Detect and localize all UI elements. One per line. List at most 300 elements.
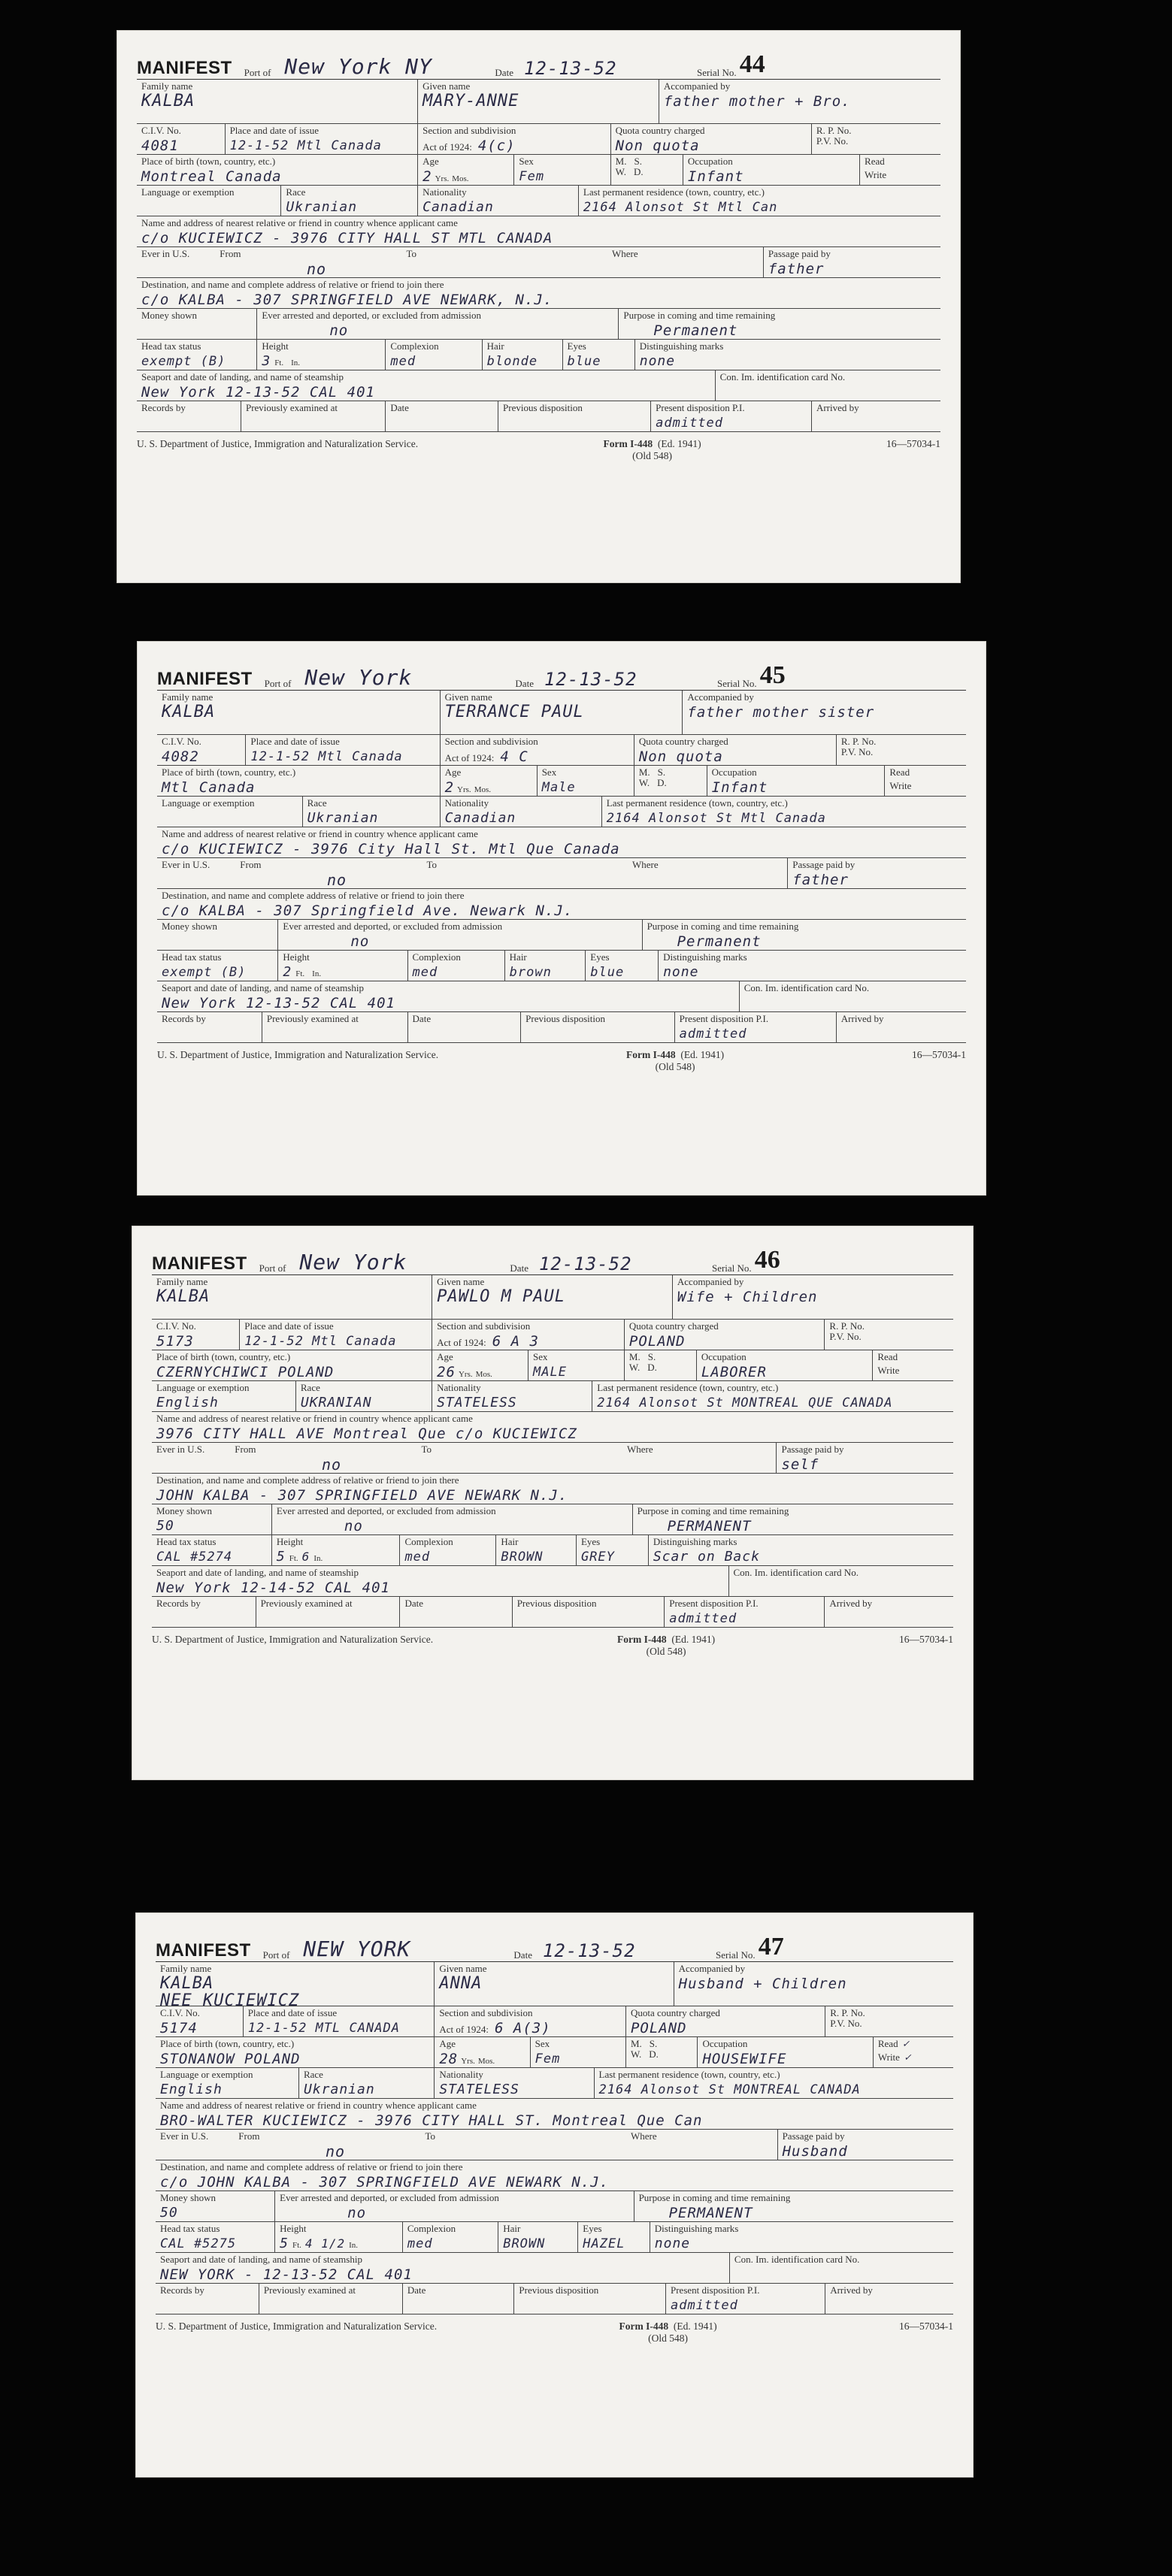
sex-value: Fem <box>535 2051 561 2067</box>
port-value: New York NY <box>284 54 432 79</box>
seaport-row <box>156 2253 953 2284</box>
date-value: 12-13-52 <box>523 58 617 79</box>
mos-label: Mos. <box>475 1370 492 1379</box>
con-im-label: Con. Im. identification card No. <box>733 1567 859 1578</box>
complexion-label: Complexion <box>407 2223 456 2234</box>
birth-value: CZERNYCHIWCI POLAND <box>156 1364 335 1380</box>
ever-in-us-labels <box>162 860 783 870</box>
family-name-label: Family name <box>141 80 193 92</box>
relative-row <box>152 1412 953 1443</box>
passage-value: self <box>781 1456 819 1473</box>
complexion-label: Complexion <box>412 951 461 963</box>
civ-label: C.I.V. No. <box>141 125 181 136</box>
relative-row <box>137 216 940 247</box>
present-disposition-label: Present disposition P.I. <box>669 1598 759 1609</box>
civ-row <box>157 735 966 766</box>
passage-label: Passage paid by <box>768 248 831 259</box>
destination-label: Destination, and name and complete address of relative or friend to join there <box>160 2161 463 2172</box>
relative-row <box>156 2099 953 2130</box>
prev-date-label: Date <box>404 1598 423 1609</box>
eyes-label: Eyes <box>580 1536 601 1547</box>
physical-row <box>137 340 940 370</box>
ever-in-us-value: no <box>327 871 347 888</box>
marks-label: Distinguishing marks <box>639 340 724 352</box>
ever-in-us-labels <box>156 1444 771 1455</box>
nationality-value: Canadian <box>422 199 494 215</box>
family-name-value: KALBA <box>162 703 216 721</box>
arrived-by-label: Arrived by <box>816 402 859 413</box>
serial-label: Serial No. <box>716 678 757 689</box>
physical-row <box>156 2222 953 2253</box>
relative-label: Name and address of nearest relative or friend in country whence applicant came <box>160 2100 477 2111</box>
section-value: 6 A(3) <box>495 2020 551 2036</box>
footer-edition: (Ed. 1941) <box>673 2321 717 2332</box>
language-label: Language or exemption <box>160 2069 253 2080</box>
accompanied-label: Accompanied by <box>663 80 731 92</box>
where-label: Where <box>632 859 659 870</box>
w-label: W. <box>615 166 626 177</box>
s-label: S. <box>657 766 666 778</box>
money-row <box>157 920 966 951</box>
ft-label: Ft. <box>289 1554 298 1563</box>
given-name-value: TERRANCE PAUL <box>444 703 584 721</box>
w-d-label <box>639 778 702 788</box>
height-label: Height <box>276 1536 304 1547</box>
from-label: From <box>238 2130 260 2142</box>
in-label: In. <box>312 969 322 978</box>
yrs-label: Yrs. <box>457 785 471 794</box>
section-label: Section and subdivision <box>444 736 538 747</box>
name-row <box>137 80 940 124</box>
given-name-value: PAWLO M PAUL <box>437 1287 566 1306</box>
complexion-value: med <box>412 965 438 980</box>
hair-label: Hair <box>486 340 504 352</box>
port-value: New York <box>304 665 413 690</box>
purpose-label: Purpose in coming and time remaining <box>623 310 776 321</box>
money-label: Money shown <box>141 310 198 321</box>
seaport-row <box>152 1566 953 1597</box>
ever-in-us-label: Ever in U.S. <box>160 2130 209 2142</box>
date-label: Date <box>495 67 513 78</box>
marks-value: Scar on Back <box>653 1549 760 1565</box>
ft-label: Ft. <box>292 2241 301 2250</box>
date-label: Date <box>513 1949 532 1961</box>
prev-disposition-label: Previous disposition <box>525 1013 605 1024</box>
relative-value: c/o KUCIEWICZ - 3976 CITY HALL ST MTL CANADA <box>141 230 553 246</box>
age-label: Age <box>444 766 462 778</box>
write-value: ✓ <box>904 2051 912 2064</box>
issue-value: 12-1-52 MTL CANADA <box>247 2021 400 2036</box>
hair-value: brown <box>509 965 552 980</box>
manifest-card-45 <box>137 641 986 1196</box>
complexion-value: med <box>404 1550 431 1565</box>
accompanied-value: Husband + Children <box>678 1976 847 1992</box>
language-value: English <box>160 2082 223 2097</box>
race-value: Ukranian <box>286 199 358 215</box>
passage-label: Passage paid by <box>781 1444 844 1455</box>
purpose-value: Permanent <box>677 933 762 950</box>
footer-edition: (Ed. 1941) <box>657 438 701 449</box>
w-d-label <box>629 1362 692 1373</box>
occupation-label: Occupation <box>687 156 733 167</box>
quota-label: Quota country charged <box>615 125 705 136</box>
card-footer <box>137 432 940 462</box>
ever-in-us-value: no <box>322 1456 342 1473</box>
footer-form <box>604 438 701 450</box>
pv-label: P.V. No. <box>840 746 874 757</box>
money-label: Money shown <box>156 1505 213 1516</box>
marks-label: Distinguishing marks <box>654 2223 739 2234</box>
prev-disposition-label: Previous disposition <box>519 2284 599 2296</box>
rp-label: R. P. No. <box>840 736 877 747</box>
civ-row <box>137 124 940 155</box>
records-row <box>137 401 940 432</box>
family-name-label: Family name <box>156 1276 208 1287</box>
seaport-value: New York 12-13-52 CAL 401 <box>141 384 375 401</box>
passage-value: Husband <box>782 2143 848 2160</box>
marks-value: none <box>639 353 676 369</box>
w-label: W. <box>638 777 650 788</box>
race-label: Race <box>303 2069 323 2080</box>
relative-label: Name and address of nearest relative or friend in country whence applicant came <box>141 217 458 228</box>
con-im-label: Con. Im. identification card No. <box>719 371 846 382</box>
civ-label: C.I.V. No. <box>156 1320 196 1332</box>
present-disposition-label: Present disposition P.I. <box>679 1013 769 1024</box>
civ-value: 5173 <box>156 1333 194 1350</box>
prev-examined-label: Previously examined at <box>263 2284 356 2296</box>
date-value: 12-13-52 <box>542 1940 636 1961</box>
s-label: S. <box>647 1351 656 1362</box>
ever-in-us-label: Ever in U.S. <box>156 1444 205 1455</box>
age-label: Age <box>422 156 439 167</box>
records-row <box>157 1012 966 1043</box>
family-name-value: KALBA <box>160 1974 214 1993</box>
race-label: Race <box>307 797 327 809</box>
card-body <box>152 1241 953 1769</box>
head-tax-label: Head tax status <box>160 2223 220 2234</box>
port-label: Port of <box>264 678 292 689</box>
marks-label: Distinguishing marks <box>653 1536 737 1547</box>
birth-value: Montreal Canada <box>141 168 282 185</box>
given-name-label: Given name <box>437 1276 485 1287</box>
quota-value: POLAND <box>628 1333 686 1350</box>
footer-form <box>619 2321 717 2333</box>
money-value: 50 <box>156 1518 174 1534</box>
height-ft-value: 2 <box>283 964 292 980</box>
hair-label: Hair <box>501 1536 519 1547</box>
arrived-by-label: Arrived by <box>830 2284 873 2296</box>
prev-examined-label: Previously examined at <box>260 1598 353 1609</box>
yrs-label: Yrs. <box>435 174 450 183</box>
records-row <box>152 1597 953 1628</box>
section-label: Section and subdivision <box>439 2007 533 2018</box>
footer-dept: U. S. Department of Justice, Immigration and Naturalization Service. <box>152 1634 434 1645</box>
occupation-value: LABORER <box>701 1364 767 1380</box>
purpose-value: Permanent <box>653 322 738 339</box>
prev-date-label: Date <box>412 1013 432 1024</box>
footer-form-number: Form I-448 <box>626 1049 676 1060</box>
hair-label: Hair <box>509 951 527 963</box>
complexion-label: Complexion <box>404 1536 453 1547</box>
marks-value: none <box>663 964 699 980</box>
write-text: Write <box>889 780 912 791</box>
pv-label: P.V. No. <box>829 1331 862 1342</box>
accompanied-value: Wife + Children <box>677 1289 818 1305</box>
head-tax-value: CAL #5274 <box>156 1550 233 1565</box>
footer-form-number: Form I-448 <box>617 1634 667 1645</box>
seaport-label: Seaport and date of landing, and name of steamship <box>160 2254 362 2265</box>
sex-label: Sex <box>541 766 557 778</box>
complexion-value: med <box>390 354 416 369</box>
con-im-label: Con. Im. identification card No. <box>734 2254 860 2265</box>
birth-label: Place of birth (town, country, etc.) <box>141 156 276 167</box>
birth-row <box>157 766 966 797</box>
money-row <box>152 1504 953 1535</box>
purpose-label: Purpose in coming and time remaining <box>637 1505 789 1516</box>
residence-value: 2164 Alonsot St Mtl Canada <box>606 811 826 826</box>
act-label: Act of 1924: <box>437 1337 486 1348</box>
footer-old: (Old 548) <box>646 1646 686 1657</box>
residence-label: Last permanent residence (town, country, etc.) <box>598 2069 780 2080</box>
manifest-card-46 <box>132 1226 974 1780</box>
destination-row <box>157 889 966 920</box>
residence-label: Last permanent residence (town, country, etc.) <box>606 797 788 809</box>
given-name-value: MARY-ANNE <box>422 92 519 110</box>
seaport-label: Seaport and date of landing, and name of steamship <box>162 982 364 993</box>
quota-value: POLAND <box>630 2020 687 2036</box>
date-label: Date <box>510 1262 528 1274</box>
footer-code: 16—57034-1 <box>911 1049 966 1060</box>
eyes-value: HAZEL <box>583 2236 625 2251</box>
occupation-value: Infant <box>687 168 744 185</box>
purpose-value: PERMANENT <box>668 2205 753 2221</box>
m-s-label <box>631 2039 692 2049</box>
residence-value: 2164 Alonsot St MONTREAL CANADA <box>598 2082 861 2097</box>
family-name-label: Family name <box>160 1963 212 1974</box>
footer-form-number: Form I-448 <box>619 2321 669 2332</box>
rp-label: R. P. No. <box>829 1320 865 1332</box>
destination-value: c/o KALBA - 307 SPRINGFIELD AVE NEWARK, N.J. <box>141 292 553 308</box>
purpose-value: PERMANENT <box>667 1518 752 1534</box>
hair-value: blonde <box>486 354 538 369</box>
nationality-label: Nationality <box>439 2069 483 2080</box>
civ-row <box>152 1320 953 1350</box>
port-label: Port of <box>259 1262 286 1274</box>
read-label <box>865 156 936 167</box>
seaport-value: New York 12-13-52 CAL 401 <box>162 995 395 1011</box>
language-label: Language or exemption <box>141 186 235 198</box>
language-row <box>137 186 940 216</box>
passage-label: Passage paid by <box>782 2130 845 2142</box>
write-label <box>865 170 936 180</box>
read-text: Read <box>877 1351 898 1362</box>
arrested-label: Ever arrested and deported, or excluded from admission <box>280 2192 499 2203</box>
race-label: Race <box>300 1382 320 1393</box>
head-tax-label: Head tax status <box>141 340 201 352</box>
occupation-label: Occupation <box>702 2038 748 2049</box>
m-label: M. <box>630 2038 642 2049</box>
seaport-row <box>137 370 940 401</box>
ever-in-us-row <box>156 2130 953 2160</box>
height-label: Height <box>280 2223 307 2234</box>
d-label: D. <box>657 777 667 788</box>
birth-row <box>156 2037 953 2068</box>
serial-number: 45 <box>759 661 786 689</box>
serial-label: Serial No. <box>715 1949 756 1961</box>
nationality-label: Nationality <box>444 797 489 809</box>
card-header <box>157 657 966 691</box>
quota-label: Quota country charged <box>628 1320 719 1332</box>
language-row <box>157 797 966 827</box>
present-disposition-value: admitted <box>671 2298 738 2313</box>
issue-value: 12-1-52 Mtl Canada <box>244 1334 397 1349</box>
money-label: Money shown <box>162 921 218 932</box>
issue-label: Place and date of issue <box>247 2007 338 2018</box>
m-s-label <box>616 156 678 167</box>
w-d-label <box>616 167 678 177</box>
yrs-label: Yrs. <box>461 2057 475 2066</box>
given-name-value: ANNA <box>439 1974 483 1993</box>
occupation-label: Occupation <box>711 766 757 778</box>
card-header <box>156 1928 953 1962</box>
destination-value: c/o JOHN KALBA - 307 SPRINGFIELD AVE NEWARK N.J. <box>160 2174 610 2191</box>
height-in-value: 6 <box>301 1550 310 1564</box>
eyes-label: Eyes <box>567 340 586 352</box>
birth-label: Place of birth (town, country, etc.) <box>162 766 296 778</box>
age-label: Age <box>439 2038 456 2049</box>
destination-value: c/o KALBA - 307 Springfield Ave. Newark N.J. <box>162 903 574 919</box>
m-label: M. <box>615 156 627 167</box>
physical-row <box>157 951 966 981</box>
footer-edition: (Ed. 1941) <box>680 1049 725 1060</box>
records-label: Records by <box>160 2284 204 2296</box>
manifest-title: MANIFEST <box>137 58 232 78</box>
footer-code: 16—57034-1 <box>898 1634 953 1645</box>
where-label: Where <box>631 2130 657 2142</box>
mos-label: Mos. <box>452 174 469 183</box>
money-row <box>137 309 940 340</box>
pv-label: P.V. No. <box>816 135 849 147</box>
height-label: Height <box>283 951 310 963</box>
sex-label: Sex <box>519 156 534 167</box>
ever-in-us-label: Ever in U.S. <box>162 859 210 870</box>
language-row <box>152 1381 953 1412</box>
seaport-label: Seaport and date of landing, and name of steamship <box>156 1567 359 1578</box>
read-text: Read <box>877 2038 898 2049</box>
s-label: S. <box>649 2038 658 2049</box>
manifest-title: MANIFEST <box>157 669 253 689</box>
con-im-label: Con. Im. identification card No. <box>743 982 870 993</box>
eyes-label: Eyes <box>583 2223 602 2234</box>
nationality-label: Nationality <box>422 186 467 198</box>
relative-value: c/o KUCIEWICZ - 3976 City Hall St. Mtl Que Canada <box>162 841 620 857</box>
write-text: Write <box>865 169 887 180</box>
passage-label: Passage paid by <box>792 859 856 870</box>
footer-form-block <box>604 438 701 462</box>
serial-number: 47 <box>758 1933 784 1961</box>
issue-label: Place and date of issue <box>250 736 340 747</box>
mos-label: Mos. <box>477 2057 495 2066</box>
occupation-value: HOUSEWIFE <box>702 2051 787 2067</box>
footer-code: 16—57034-1 <box>898 2321 953 2332</box>
complexion-value: med <box>407 2236 433 2251</box>
m-s-label <box>629 1352 692 1362</box>
arrived-by-label: Arrived by <box>840 1013 884 1024</box>
accompanied-label: Accompanied by <box>677 1276 744 1287</box>
birth-label: Place of birth (town, country, etc.) <box>156 1351 291 1362</box>
d-label: D. <box>647 1362 657 1373</box>
footer-old: (Old 548) <box>655 1061 695 1072</box>
serial-number: 46 <box>754 1246 780 1274</box>
card-body <box>157 657 966 1184</box>
issue-value: 12-1-52 Mtl Canada <box>250 749 403 764</box>
issue-label: Place and date of issue <box>244 1320 334 1332</box>
birth-row <box>152 1350 953 1381</box>
prev-examined-label: Previously examined at <box>266 1013 359 1024</box>
footer-old: (Old 548) <box>648 2333 688 2344</box>
card-header <box>137 46 940 80</box>
destination-label: Destination, and name and complete address of relative or friend to join there <box>156 1474 459 1486</box>
act-label: Act of 1924: <box>439 2024 489 2035</box>
head-tax-value: CAL #5275 <box>160 2236 237 2251</box>
relative-value: BRO-WALTER KUCIEWICZ - 3976 CITY HALL ST. Montreal Que Can <box>160 2112 703 2129</box>
birth-value: Mtl Canada <box>162 779 256 796</box>
residence-value: 2164 Alonsot St MONTREAL QUE CANADA <box>597 1395 893 1410</box>
arrested-value: no <box>329 322 349 339</box>
destination-row <box>137 278 940 309</box>
name-row <box>152 1275 953 1320</box>
sex-label: Sex <box>533 1351 548 1362</box>
from-label: From <box>240 859 262 870</box>
card-footer <box>152 1628 953 1658</box>
civ-value: 5174 <box>160 2020 198 2036</box>
residence-label: Last permanent residence (town, country, etc.) <box>583 186 765 198</box>
arrived-by-label: Arrived by <box>829 1598 873 1609</box>
race-label: Race <box>286 186 306 198</box>
family-name-value: KALBA <box>156 1287 210 1306</box>
seaport-row <box>157 981 966 1012</box>
records-label: Records by <box>141 402 186 413</box>
from-label: From <box>235 1444 256 1455</box>
rp-label: R. P. No. <box>830 2007 865 2018</box>
destination-row <box>152 1474 953 1504</box>
arrested-label: Ever arrested and deported, or excluded from admission <box>276 1505 496 1516</box>
act-label: Act of 1924: <box>422 141 472 153</box>
language-label: Language or exemption <box>156 1382 250 1393</box>
nationality-value: STATELESS <box>437 1395 517 1410</box>
arrested-value: no <box>350 933 370 950</box>
ever-in-us-value: no <box>307 260 327 277</box>
date-label: Date <box>515 678 534 689</box>
eyes-value: blue <box>590 965 625 980</box>
relative-label: Name and address of nearest relative or friend in country whence applicant came <box>156 1413 473 1424</box>
destination-value: JOHN KALBA - 307 SPRINGFIELD AVE NEWARK N.J. <box>156 1487 568 1504</box>
civ-value: 4082 <box>162 748 199 765</box>
serial-label: Serial No. <box>696 67 737 78</box>
age-label: Age <box>437 1351 453 1362</box>
to-label: To <box>426 859 437 870</box>
in-label: In. <box>349 2241 359 2250</box>
write-label <box>877 1365 949 1376</box>
name-row <box>157 691 966 735</box>
serial-number: 44 <box>739 50 765 78</box>
w-d-label <box>631 2049 692 2060</box>
read-text: Read <box>865 156 885 167</box>
eyes-value: GREY <box>580 1550 615 1565</box>
occupation-label: Occupation <box>701 1351 747 1362</box>
birth-row <box>137 155 940 186</box>
read-label <box>889 767 962 778</box>
